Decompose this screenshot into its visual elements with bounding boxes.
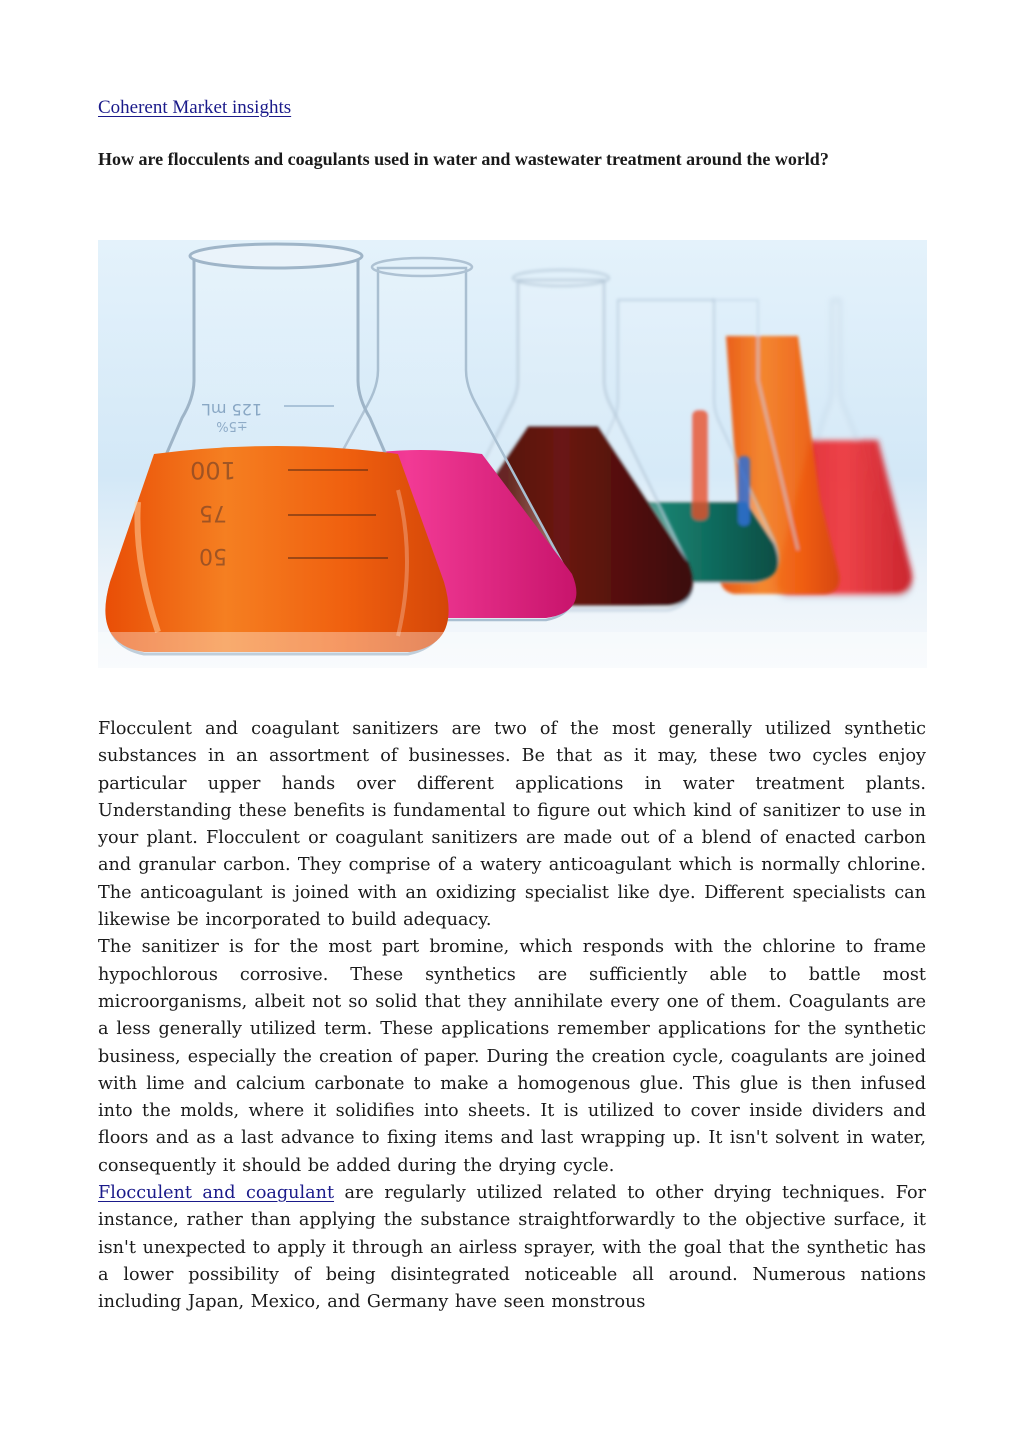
graduation-75: 75 (199, 500, 227, 525)
flocculent-coagulant-link[interactable]: Flocculent and coagulant (98, 1183, 335, 1204)
article-headline: How are flocculents and coagulants used in water and wastewater treatment around the world? (98, 149, 829, 169)
paragraph-3-text: are regularly utilized related to other drying techniques. For instance, rather than applying the substance straightforwardly to the objective surface, it isn't unexpected to apply it through an airless sprayer, with the goal that the synthetic has a lower possibility of being disintegrated noticeable all around. Numerous nations including Japan, Mexico, and Germany have seen monstrous (98, 1183, 926, 1313)
article-body (98, 716, 926, 1317)
graduation-100: 100 (190, 456, 236, 484)
site-link[interactable]: Coherent Market insights (98, 97, 292, 118)
flask-label-tolerance: ±5% (216, 418, 248, 433)
hero-image (98, 240, 927, 668)
paragraph-3 (98, 1180, 926, 1316)
flasks-illustration (98, 240, 927, 668)
paragraph-2: The sanitizer is for the most part bromine, which responds with the chlorine to frame hypochlorous corrosive. These synthetics are sufficiently able to battle most microorganisms, albeit not so solid that they annihilate every one of them. Coagulants are a less generally utilized term. These applications remember applications for the synthetic business, especially the creation of paper. During the creation cycle, coagulants are joined with lime and calcium carbonate to make a homogenous glue. This glue is then infused into the molds, where it solidifies into sheets. It is utilized to cover inside dividers and floors and as a last advance to fixing items and last wrapping up. It isn't solvent in water, consequently it should be added during the drying cycle. (98, 937, 926, 1176)
graduation-50: 50 (199, 543, 227, 568)
paragraph-1: Flocculent and coagulant sanitizers are two of the most generally utilized synthetic substances in an assortment of businesses. Be that as it may, these two cycles enjoy particular upper hands over different applications in water treatment plants. Understanding these benefits is fundamental to figure out which kind of sanitizer to use in your plant. Flocculent or coagulant sanitizers are made out of a blend of enacted carbon and granular carbon. They comprise of a watery anticoagulant which is normally chlorine. The anticoagulant is joined with an oxidizing specialist like dye. Different specialists can likewise be incorporated to build adequacy. (98, 719, 926, 931)
flask-label-volume: 125 mL (201, 400, 263, 419)
